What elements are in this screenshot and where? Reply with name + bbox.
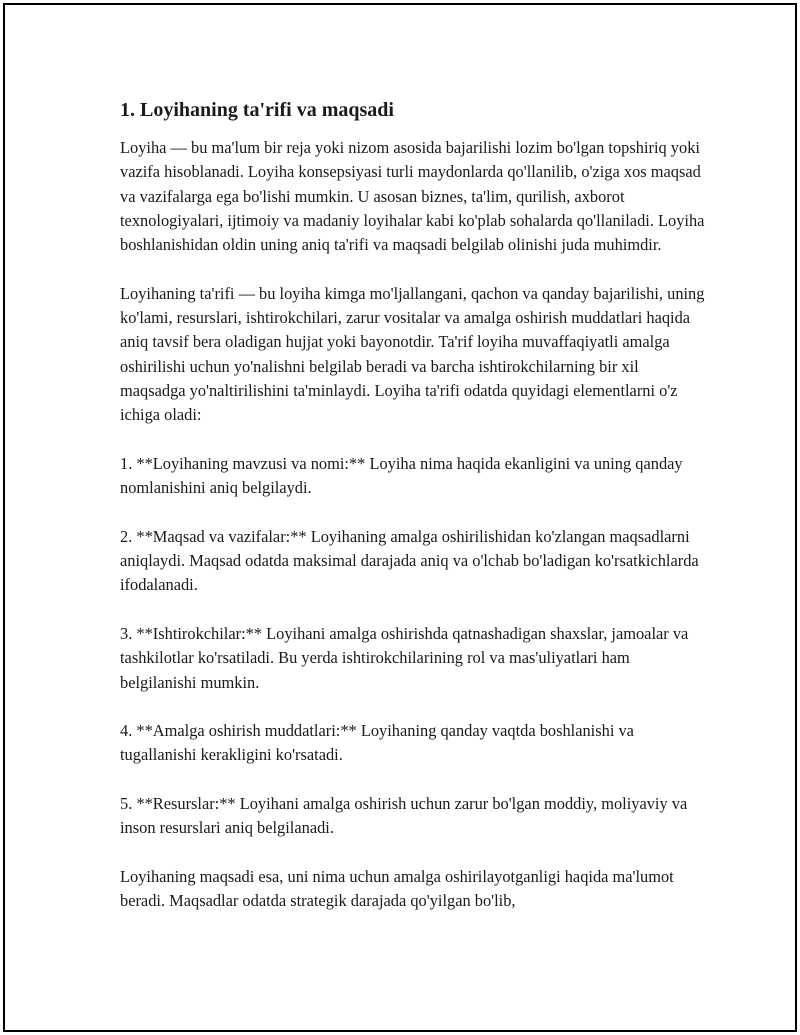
paragraph-purpose: Loyihaning maqsadi esa, uni nima uchun amalga oshirilayotganligi haqida ma'lumot beradi. Maqsadlar odatda strategik darajada qo'yilgan bo'lib, xyxy=(120,866,674,911)
document-content xyxy=(120,97,705,914)
list-item-participants: 3. **Ishtirokchilar:** Loyihani amalga oshirishda qatnashadigan shaxslar, jamoalar va tashkilotlar ko'rsatiladi. Bu yerda ishtirokchilarining rol va mas'uliyatlari ham belgilanishi mumkin. xyxy=(120,623,689,692)
list-item-deadlines: 4. **Amalga oshirish muddatlari:** Loyihaning qanday vaqtda boshlanishi va tugallanishi kerakligini ko'rsatadi. xyxy=(120,721,634,765)
list-item-goals: 2. **Maqsad va vazifalar:** Loyihaning amalga oshirilishidan ko'zlangan maqsadlarni aniqlaydi. Maqsad odatda maksimal darajada aniq va o'lchab bo'ladigan ko'rsatkichlarda ifodalanadi. xyxy=(120,526,699,595)
list-item-resources: 5. **Resurslar:** Loyihani amalga oshirish uchun zarur bo'lgan moddiy, moliyaviy va inson resurslari aniq belgilanadi. xyxy=(120,794,688,838)
list-item-topic: 1. **Loyihaning mavzusi va nomi:** Loyiha nima haqida ekanligini va uning qanday nomlanishini aniq belgilaydi. xyxy=(120,453,683,498)
document-page xyxy=(3,3,797,1032)
paragraph-definition: Loyihaning ta'rifi — bu loyiha kimga mo'ljallangani, qachon va qanday bajarilishi, uning ko'lami, resurslari, ishtirokchilari, zarur vositalar va amalga oshirish muddatlari haqida aniq tavsif bera oladigan hujjat yoki bayonotdir. Ta'rif loyiha muvaffaqiyatli amalga oshirilishi uchun yo'nalishni belgilab beradi va barcha ishtirokchilarning bir xil maqsadga yo'naltirilishini ta'minlaydi. Loyiha ta'rifi odatda quyidagi elementlarni o'z ichiga oladi: xyxy=(120,283,705,425)
paragraph-intro: Loyiha — bu ma'lum bir reja yoki nizom asosida bajarilishi lozim bo'lgan topshiriq yoki vazifa hisoblanadi. Loyiha konsepsiyasi turli maydonlarda qo'llanilib, o'ziga xos maqsad va vazifalarga ega bo'lishi mumkin. U asosan biznes, ta'lim, qurilish, axborot texnologiyalari, ijtimoiy va madaniy loyihalar kabi ko'plab sohalarda qo'llaniladi. Loyiha boshlanishidan oldin uning aniq ta'rifi va maqsadi belgilab olinishi juda muhimdir. xyxy=(120,138,705,255)
section-heading: 1. Loyihaning ta'rifi va maqsadi xyxy=(120,99,394,121)
